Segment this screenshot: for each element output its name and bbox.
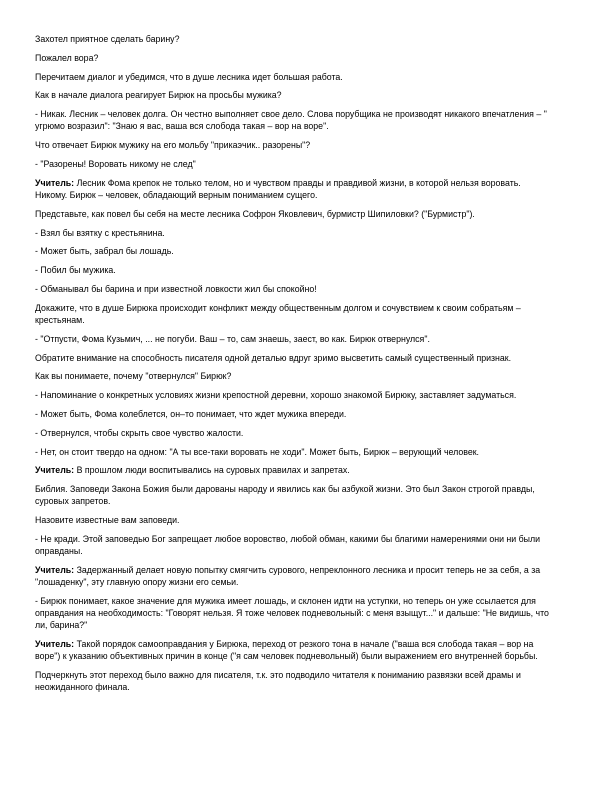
paragraph — [35, 283, 552, 295]
paragraph — [35, 514, 552, 526]
paragraph — [35, 227, 552, 239]
teacher-paragraph — [35, 638, 552, 662]
paragraph — [35, 427, 552, 439]
paragraph-text: Захотел приятное сделать барину? — [35, 34, 180, 44]
paragraph-text: В прошлом люди воспитывались на суровых правилах и запретах. — [74, 465, 350, 476]
paragraph — [35, 446, 552, 458]
paragraph — [35, 108, 552, 132]
paragraph-text: Такой порядок самооправдания у Бирюка, переход от резкого тона в начале ("ваша вся слобода такая – вор на воре") к указанию объективных причин в конце ("я сам человек подневольный) были выражением его внутренней борьбы. — [35, 639, 538, 662]
teacher-paragraph — [35, 464, 552, 476]
teacher-label: Учитель: — [35, 564, 75, 575]
paragraph — [35, 389, 552, 401]
paragraph-text: Что отвечает Бирюк мужику на его мольбу "прикаэчик.. разорены"? — [35, 140, 311, 151]
paragraph — [35, 158, 552, 170]
teacher-label: Учитель: — [35, 177, 75, 188]
paragraph — [35, 302, 552, 326]
paragraph — [35, 264, 552, 276]
paragraph-text: Обратите внимание на способность писателя одной деталью вдруг зримо высветить самый существенный признак. — [35, 352, 512, 363]
paragraph-text: - Может быть, забрал бы лошадь. — [35, 246, 174, 257]
teacher-label: Учитель: — [35, 639, 75, 650]
paragraph — [35, 669, 552, 693]
paragraph — [35, 333, 552, 345]
paragraph — [35, 595, 552, 632]
paragraph-text: Подчеркнуть этот переход было важно для писателя, т.к. это подводило читателя к пониманию развязки всей драмы и неожиданного финала. — [35, 670, 521, 693]
paragraph — [35, 245, 552, 257]
paragraph-text: - Никак. Лесник – человек долга. Он честно выполняет свое дело. Слова порубщика не производят никакого впечатления – " угрюмо возразил": "Знаю я вас, ваша вся слобода такая – вор на воре". — [35, 109, 547, 132]
paragraph — [35, 408, 552, 420]
paragraph-text: - "Разорены! Воровать никому не след" — [35, 158, 196, 169]
paragraph — [35, 139, 552, 151]
teacher-paragraph — [35, 177, 552, 201]
teacher-paragraph — [35, 564, 552, 588]
paragraph-text: Перечитаем диалог и убедимся, что в душе лесника идет большая работа. — [35, 71, 343, 82]
paragraph-text: - Взял бы взятку с крестьянина. — [35, 227, 165, 238]
paragraph-text: - Обманывал бы барина и при известной ловкости жил бы спокойно! — [35, 283, 317, 294]
paragraph-text: - Бирюк понимает, какое значение для мужика имеет лошадь, и склонен идти на уступки, но теперь он уже ссылается для оправдания на необходимость: "Говорят нельзя. Я тоже человек подневольный: с меня взыщут..." и дальше: "Не видишь, что ли, барина?" — [35, 595, 549, 631]
paragraph — [35, 352, 552, 364]
paragraph-text: - Напоминание о конкретных условиях жизни крепостной деревни, хорошо знакомой Бирюку, заставляет задуматься. — [35, 390, 517, 401]
paragraph-text: Пожалел вора? — [35, 52, 99, 63]
paragraph-text: - Отвернулся, чтобы скрыть свое чувство жалости. — [35, 427, 244, 438]
paragraph-text: Лесник Фома крепок не только телом, но и чувством правды и правдивой жизни, в которой нельзя воровать. Никому. Бирюк – человек, обладающий верным пониманием сущего. — [35, 177, 521, 200]
paragraph — [35, 52, 552, 64]
paragraph — [35, 533, 552, 557]
paragraph — [35, 33, 552, 45]
paragraph-text: Назовите известные вам заповеди. — [35, 515, 180, 526]
paragraph — [35, 370, 552, 382]
teacher-label: Учитель: — [35, 465, 75, 476]
paragraph-text: Как вы понимаете, почему "отвернулся" Бирюк? — [35, 371, 232, 382]
paragraph — [35, 483, 552, 507]
paragraph — [35, 208, 552, 220]
paragraph-text: Как в начале диалога реагирует Бирюк на просьбы мужика? — [35, 90, 282, 101]
paragraph-text: - Может быть, Фома колеблется, он–то понимает, что ждет мужика впереди. — [35, 408, 347, 419]
paragraph-text: - "Отпусти, Фома Кузьмич, ... не погуби. Ваш – то, сам знаешь, заест, во как. Бирюк отвернулся". — [35, 333, 430, 344]
paragraph-text: - Не кради. Этой заповедью Бог запрещает любое воровство, любой обман, какими бы благими намерениями они ни были оправданы. — [35, 533, 541, 557]
paragraph-text: - Побил бы мужика. — [35, 265, 116, 276]
paragraph-text: - Нет, он стоит твердо на одном: "А ты все-таки воровать не ходи". Может быть, Бирюк – верующий человек. — [35, 446, 480, 457]
paragraph — [35, 89, 552, 101]
paragraph-text: Задержанный делает новую попытку смягчить сурового, непреклонного лесника и просит теперь не за себя, а за "лошаденку", эту главную опору жизни его семьи. — [35, 564, 541, 588]
paragraph-text: Представьте, как повел бы себя на месте лесника Софрон Яковлевич, бурмистр Шипиловки? ("Бурмистр"). — [35, 208, 475, 219]
paragraph — [35, 71, 552, 83]
paragraph-text: Докажите, что в душе Бирюка происходит конфликт между общественным долгом и сочувствием к своим собратьям – крестьянам. — [35, 302, 521, 325]
paragraph-text: Библия. Заповеди Закона Божия были дарованы народу и явились как бы азбукой жизни. Это был Закон строгой правды, суровых запретов. — [35, 484, 535, 507]
